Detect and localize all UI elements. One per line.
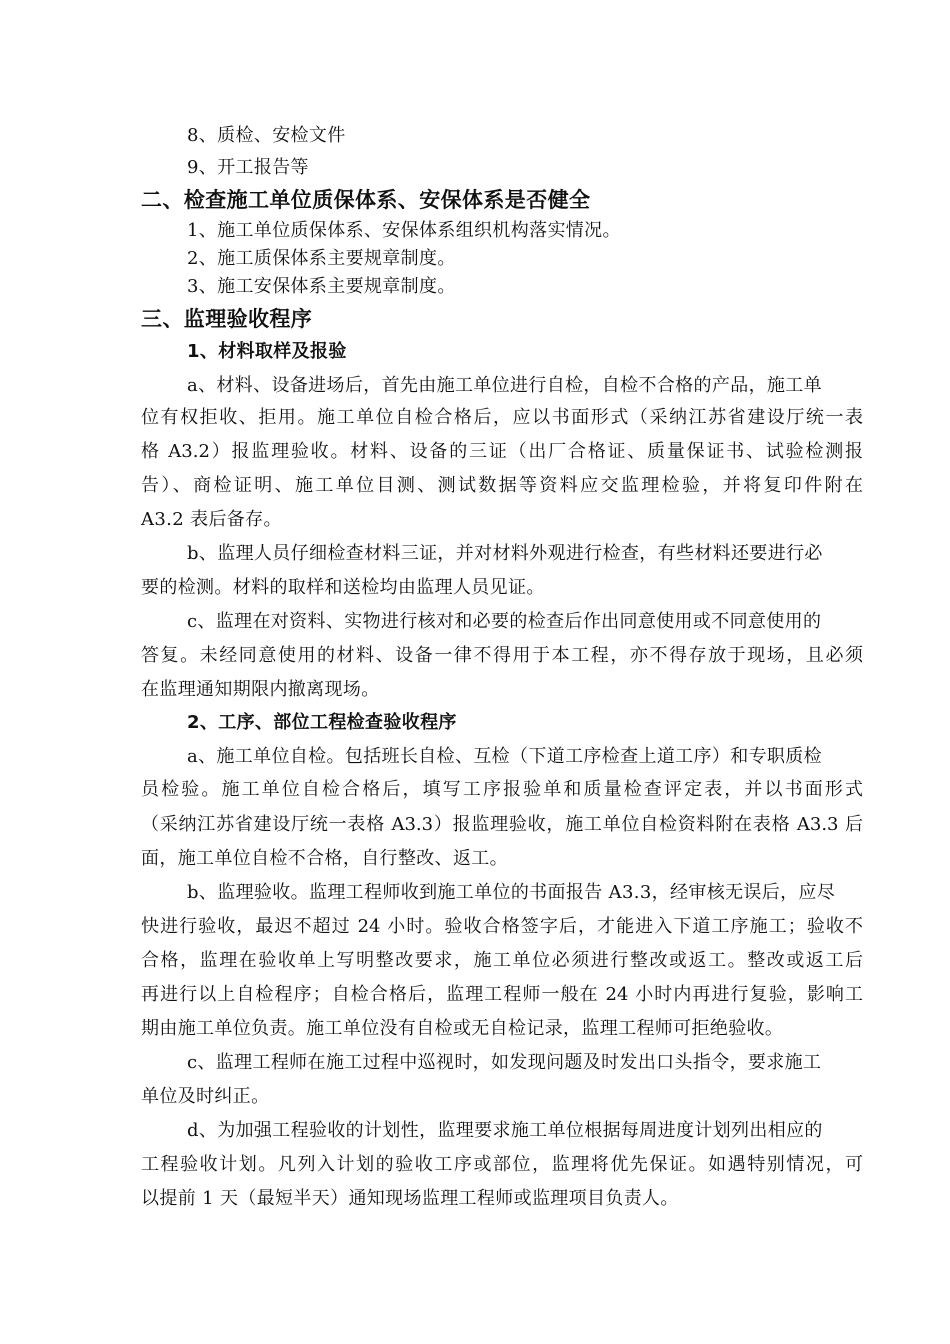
paragraph-line: A3.2 表后备存。 bbox=[141, 509, 282, 530]
paragraph-line: 以提前 1 天（最短半天）通知现场监理工程师或监理项目负责人。 bbox=[141, 1188, 679, 1209]
subsection-heading: 2、工序、部位工程检查验收程序 bbox=[187, 712, 457, 733]
paragraph-line: 员检验。施工单位自检合格后，填写工序报验单和质量检查评定表，并以书面形式 bbox=[141, 779, 863, 800]
paragraph-line: （采纳江苏省建设厅统一表格 A3.3）报监理验收，施工单位自检资料附在表格 A3.3 后 bbox=[141, 814, 863, 835]
paragraph-line: 告）、商检证明、施工单位目测、测试数据等资料应交监理检验，并将复印件附在 bbox=[141, 475, 863, 496]
paragraph-line: b、监理人员仔细检查材料三证，并对材料外观进行检查，有些材料还要进行必 bbox=[187, 543, 823, 564]
paragraph-line: a、材料、设备进场后，首先由施工单位进行自检，自检不合格的产品，施工单 bbox=[187, 375, 822, 396]
paragraph-line: 位有权拒收、拒用。施工单位自检合格后，应以书面形式（采纳江苏省建设厅统一表 bbox=[141, 407, 863, 428]
paragraph-line: 期由施工单位负责。施工单位没有自检或无自检记录，监理工程师可拒绝验收。 bbox=[141, 1018, 784, 1039]
section-heading: 三、监理验收程序 bbox=[141, 307, 313, 331]
paragraph-line: 面，施工单位自检不合格，自行整改、返工。 bbox=[141, 848, 508, 869]
paragraph-line: 答复。未经同意使用的材料、设备一律不得用于本工程，亦不得存放于现场，且必须 bbox=[141, 645, 863, 666]
paragraph-line: 再进行以上自检程序；自检合格后，监理工程师一般在 24 小时内再进行复验，影响工 bbox=[141, 984, 863, 1005]
paragraph-line: 合格，监理在验收单上写明整改要求，施工单位必须进行整改或返工。整改或返工后 bbox=[141, 950, 863, 971]
paragraph-line: 快进行验收，最迟不超过 24 小时。验收合格签字后，才能进入下道工序施工；验收不 bbox=[141, 916, 863, 937]
list-item: 3、施工安保体系主要规章制度。 bbox=[187, 276, 456, 297]
paragraph-line: c、监理工程师在施工过程中巡视时，如发现问题及时发出口头指令，要求施工 bbox=[187, 1052, 822, 1073]
list-item: 8、质检、安检文件 bbox=[187, 125, 346, 146]
paragraph-line: c、监理在对资料、实物进行核对和必要的检查后作出同意使用或不同意使用的 bbox=[187, 611, 822, 632]
paragraph-line: 工程验收计划。凡列入计划的验收工序或部位，监理将优先保证。如遇特别情况，可 bbox=[141, 1154, 863, 1175]
subsection-heading: 1、材料取样及报验 bbox=[187, 341, 347, 362]
paragraph-line: d、为加强工程验收的计划性，监理要求施工单位根据每周进度计划列出相应的 bbox=[187, 1120, 823, 1141]
section-heading: 二、检查施工单位质保体系、安保体系是否健全 bbox=[141, 188, 591, 212]
paragraph-line: b、监理验收。监理工程师收到施工单位的书面报告 A3.3，经审核无误后，应尽 bbox=[187, 882, 836, 903]
paragraph-line: 单位及时纠正。 bbox=[141, 1086, 270, 1107]
paragraph-line: 格 A3.2）报监理验收。材料、设备的三证（出厂合格证、质量保证书、试验检测报 bbox=[141, 441, 863, 462]
paragraph-line: a、施工单位自检。包括班长自检、互检（下道工序检查上道工序）和专职质检 bbox=[187, 746, 822, 767]
list-item: 2、施工质保体系主要规章制度。 bbox=[187, 248, 456, 269]
paragraph-line: 要的检测。材料的取样和送检均由监理人员见证。 bbox=[141, 577, 545, 598]
list-item: 1、施工单位质保体系、安保体系组织机构落实情况。 bbox=[187, 220, 621, 241]
list-item: 9、开工报告等 bbox=[187, 157, 309, 178]
paragraph-line: 在监理通知期限内撤离现场。 bbox=[141, 679, 380, 700]
